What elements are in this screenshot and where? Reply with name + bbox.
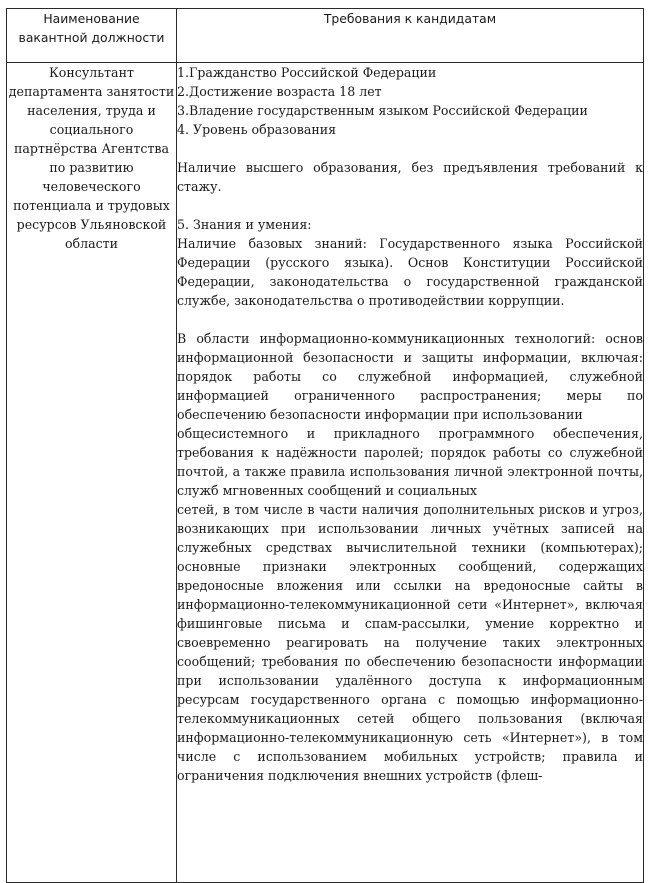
requirement-item-3: 3.Владение государственным языком Российской Федерации [177,103,588,118]
knowledge-basic-text: Наличие базовых знаний: Государственного языка Российской Федерации (русского языка). Основ Конституции Российской Федерации, законодательства о государственной гражданской службе, законодательства о противодействии коррупции. [177,236,643,308]
header-requirements: Требования к кандидатам [177,9,644,63]
position-title: Консультант департамента занятости населения, труда и социального партнёрства Агентства по развитию человеческого потенциала и трудовых ресурсов Ульяновской области [8,65,175,251]
spacer [177,139,643,158]
education-text: Наличие высшего образования, без предъявления требований к стажу. [177,160,643,194]
table-row [7,63,644,883]
header-position: Наименование вакантной должности [7,9,177,63]
knowledge-title: 5. Знания и умения: [177,217,312,232]
requirement-item-1: 1.Гражданство Российской Федерации [177,65,437,80]
ict-text-part2: общесистемного и прикладного программного обеспечения, требования к надёжности паролей; порядок работы со служебной почтой, а также правила использования личной электронной почты, служб мгновенных сообщений и социальных [177,426,643,498]
table-header-row [7,9,644,63]
requirement-item-4: 4. Уровень образования [177,122,337,137]
spacer [177,310,643,329]
vacancy-table [6,8,644,883]
requirement-item-2: 2.Достижение возраста 18 лет [177,84,382,99]
ict-text-part1: В области информационно-коммуникационных технологий: основ информационной безопасности и защиты информации, включая: порядок работы со служебной информацией, служебной информацией ограниченного распространения; меры по обеспечению безопасности информации при использовании [177,331,643,422]
ict-text-part3: сетей, в том числе в части наличия дополнительных рисков и угроз, возникающих при использовании личных учётных записей на служебных средствах вычислительной техники (компьютерах); основные признаки электронных сообщений, содержащих вредоносные вложения или ссылки на вредоносные сайты в информационно-телекоммуникационной сети «Интернет», включая фишинговые письма и спам-рассылки, умение корректно и своевременно реагировать на получение таких электронных сообщений; требования по обеспечению безопасности информации при использовании удалённого доступа к информационным ресурсам государственного органа с помощью информационно-телекоммуникационных сетей общего пользования (включая информационно-телекоммуникационную сеть «Интернет»), в том числе с использованием мобильных устройств; правила и ограничения подключения внешних устройств (флеш- [177,502,643,783]
position-cell [7,63,177,883]
requirements-cell [177,63,644,883]
spacer [177,196,643,215]
